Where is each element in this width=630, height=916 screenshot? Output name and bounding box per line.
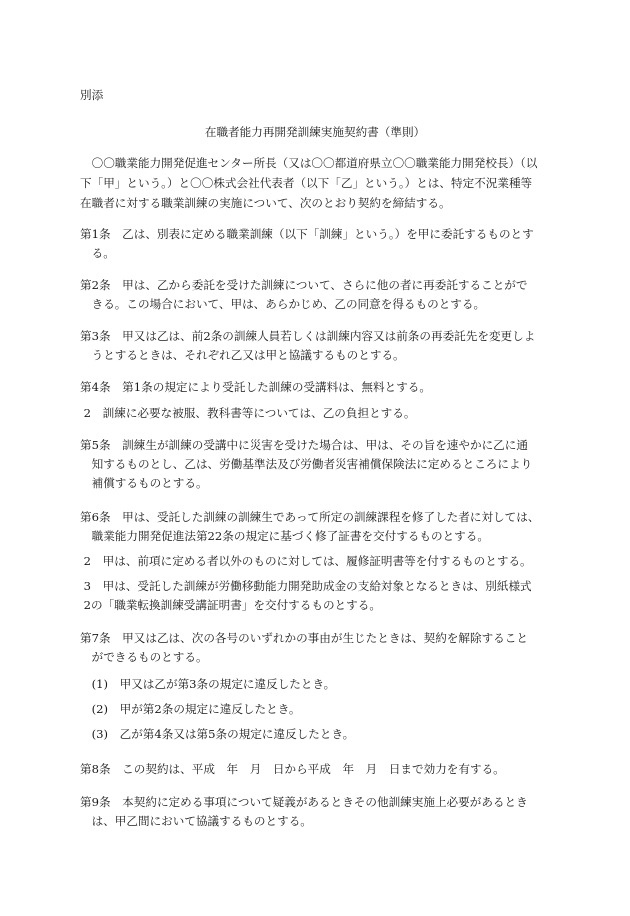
- article-6-para-3: 3 甲は、受託した訓練が労働移動能力開発助成金の支給対象となるときは、別紙様式: [80, 579, 532, 593]
- article-3-line: うとするときは、それぞれ乙又は甲と協議するものとする。: [80, 348, 405, 362]
- article-6-line: 第6条 甲は、受託した訓練の訓練生であって所定の訓練課程を修了した者に対しては、: [80, 510, 540, 524]
- article-6-para-2: 2 甲は、前項に定める者以外のものに対しては、履修証明書等を付するものとする。: [80, 554, 532, 568]
- article-7-item-1: (1) 甲又は乙が第3条の規定に違反したとき。: [80, 677, 336, 691]
- article-7-item-2: (2) 甲が第2条の規定に違反したとき。: [80, 702, 301, 716]
- article-4-line: 第4条 第1条の規定により受託した訓練の受講料は、無料とする。: [80, 380, 431, 394]
- article-3-line: 第3条 甲又は乙は、前2条の訓練人員若しくは訓練内容又は前条の再委託先を変更しよ: [80, 329, 536, 343]
- article-9-line: は、甲乙間において協議するものとする。: [80, 814, 312, 828]
- intro-line: 下「甲」という。）と〇〇株式会社代表者（以下「乙」という。）とは、特定不況業種等: [80, 176, 533, 190]
- article-9-line: 第9条 本契約に定める事項について疑義があるときその他訓練実施上必要があるとき: [80, 795, 528, 809]
- article-1-line: 第1条 乙は、別表に定める職業訓練（以下「訓練」という。）を甲に委託するものとす: [80, 227, 534, 241]
- article-6-line: 職業能力開発促進法第22条の規定に基づく修了証書を交付するものとする。: [80, 529, 489, 543]
- article-1-line: る。: [80, 246, 115, 260]
- article-5-line: 補償するものとする。: [80, 476, 208, 490]
- document-label: 別添: [80, 88, 104, 102]
- article-2-line: 第2条 甲は、乙から委託を受けた訓練について、さらに他の者に再委託することがで: [80, 278, 528, 292]
- intro-line: 〇〇職業能力開発促進センター所長（又は〇〇都道府県立〇〇職業能力開発校長）（以: [80, 156, 538, 170]
- article-7-item-3: (3) 乙が第4条又は第5条の規定に違反したとき。: [80, 727, 355, 741]
- article-8-line: 第8条 この契約は、平成 年 月 日から平成 年 月 日まで効力を有する。: [80, 762, 505, 776]
- article-5-line: 第5条 訓練生が訓練の受講中に災害を受けた場合は、甲は、その旨を速やかに乙に通: [80, 438, 528, 452]
- article-7-line: ができるものとする。: [80, 650, 208, 664]
- article-6-para-3: 2の「職業転換訓練受講証明書」を交付するものとする。: [80, 598, 381, 612]
- article-5-line: 知するものとし、乙は、労働基準法及び労働者災害補償保険法に定めるところにより: [80, 457, 533, 471]
- article-2-line: きる。この場合において、甲は、あらかじめ、乙の同意を得るものとする。: [80, 297, 486, 311]
- article-4-para-2: 2 訓練に必要な被服、教科書等については、乙の負担とする。: [80, 406, 416, 420]
- intro-line: 在職者に対する職業訓練の実施について、次のとおり契約を締結する。: [80, 196, 451, 210]
- document-title: 在職者能力再開発訓練実施契約書（準則）: [204, 125, 426, 139]
- article-7-line: 第7条 甲又は乙は、次の各号のいずれかの事由が生じたときは、契約を解除すること: [80, 631, 528, 645]
